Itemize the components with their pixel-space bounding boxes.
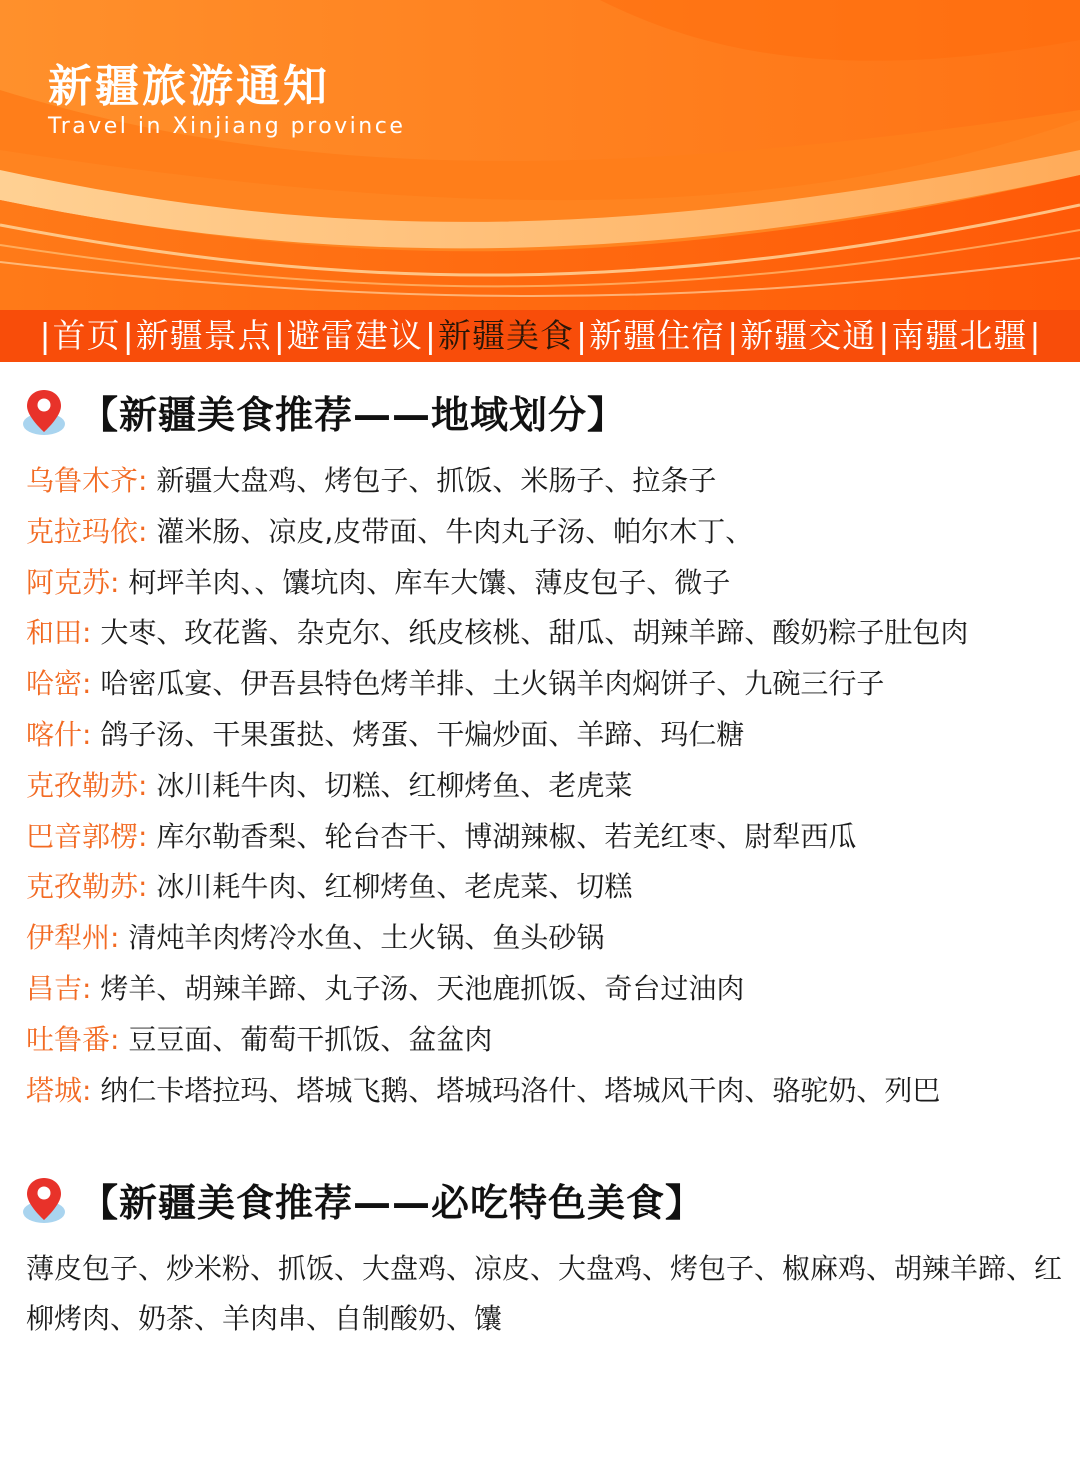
nav-bar — [0, 310, 1080, 362]
dish-list: 冰川耗牛肉、红柳烤鱼、老虎菜、切糕 — [156, 870, 633, 904]
must-eat-food-text: 薄皮包子、炒米粉、抓饭、大盘鸡、凉皮、大盘鸡、烤包子、椒麻鸡、胡辣羊蹄、红柳烤肉、奶茶、羊肉串、自制酸奶、馕 — [26, 1252, 1063, 1335]
section-title-must-eat: 【新疆美食推荐——必吃特色美食】 — [80, 1181, 705, 1225]
nav-separator: | — [424, 316, 436, 355]
nav-item-south-north[interactable]: 南疆北疆 — [891, 316, 1028, 355]
section-header-must-eat — [18, 1172, 704, 1227]
nav-separator: | — [39, 316, 51, 355]
list-item — [26, 761, 1066, 812]
region-label: 吐鲁番: — [26, 1022, 120, 1056]
list-item — [26, 659, 1066, 710]
nav-separator: | — [576, 316, 588, 355]
dish-list: 鸽子汤、干果蛋挞、烤蛋、干煸炒面、羊蹄、玛仁糖 — [100, 717, 745, 751]
list-item — [26, 964, 1066, 1015]
section-title-regions: 【新疆美食推荐——地域划分】 — [80, 393, 627, 437]
location-pin-icon — [18, 386, 70, 438]
nav-item-tips[interactable]: 避雷建议 — [286, 316, 423, 355]
list-item — [26, 608, 1066, 659]
list-item — [26, 710, 1066, 761]
banner-title: 新疆旅游通知 — [48, 61, 330, 112]
region-label: 阿克苏: — [26, 565, 120, 599]
header-banner — [0, 0, 1080, 310]
list-item — [26, 507, 1066, 558]
nav-separator: | — [727, 316, 739, 355]
region-label: 喀什: — [26, 717, 92, 751]
dish-list: 豆豆面、葡萄干抓饭、盆盆肉 — [128, 1022, 493, 1056]
list-item — [26, 1066, 1066, 1117]
region-label: 伊犁州: — [26, 921, 120, 955]
region-label: 克孜勒苏: — [26, 768, 148, 802]
dish-list: 清炖羊肉烤冷水鱼、土火锅、鱼头砂锅 — [128, 921, 605, 955]
region-label: 哈密: — [26, 667, 92, 701]
list-item — [26, 812, 1066, 863]
nav-item-food[interactable]: 新疆美食 — [438, 316, 574, 355]
dish-list: 冰川耗牛肉、切糕、红柳烤鱼、老虎菜 — [156, 768, 633, 802]
dish-list: 大枣、玫花酱、杂克尔、纸皮核桃、甜瓜、胡辣羊蹄、酸奶粽子肚包肉 — [100, 616, 969, 650]
dish-list: 哈密瓜宴、伊吾县特色烤羊排、土火锅羊肉焖饼子、九碗三行子 — [100, 667, 885, 701]
dish-list: 烤羊、胡辣羊蹄、丸子汤、天池鹿抓饭、奇台过油肉 — [100, 971, 745, 1005]
dish-list: 库尔勒香梨、轮台杏干、博湖辣椒、若羌红枣、尉犁西瓜 — [156, 819, 857, 853]
list-item — [26, 862, 1066, 913]
banner-wave-decoration — [0, 0, 1080, 310]
nav-separator: | — [1029, 316, 1041, 355]
dish-list: 灌米肠、凉皮,皮带面、牛肉丸子汤、帕尔木丁、 — [156, 514, 754, 548]
region-label: 昌吉: — [26, 971, 92, 1005]
regional-food-list — [26, 456, 1066, 1116]
banner-subtitle: Travel in Xinjiang province — [48, 114, 406, 139]
region-label: 和田: — [26, 616, 92, 650]
region-label: 巴音郭楞: — [26, 819, 148, 853]
list-item — [26, 558, 1066, 609]
region-label: 克孜勒苏: — [26, 870, 148, 904]
dish-list: 新疆大盘鸡、烤包子、抓饭、米肠子、拉条子 — [156, 464, 717, 497]
nav-separator: | — [878, 316, 890, 355]
list-item — [26, 1015, 1066, 1066]
nav-item-lodging[interactable]: 新疆住宿 — [589, 316, 726, 355]
dish-list: 柯坪羊肉、、馕坑肉、库车大馕、薄皮包子、微子 — [128, 565, 731, 599]
section-header-regions — [18, 384, 626, 439]
region-label: 塔城: — [26, 1073, 92, 1107]
nav-item-transport[interactable]: 新疆交通 — [740, 316, 877, 355]
list-item — [26, 456, 1066, 507]
nav-item-attractions[interactable]: 新疆景点 — [135, 316, 272, 355]
nav-item-home[interactable]: 首页 — [52, 316, 121, 355]
location-pin-icon — [18, 1174, 70, 1226]
dish-list: 纳仁卡塔拉玛、塔城飞鹅、塔城玛洛什、塔城风干肉、骆驼奶、列巴 — [100, 1073, 941, 1107]
region-label: 乌鲁木齐: — [26, 464, 148, 497]
list-item — [26, 913, 1066, 964]
nav-separator: | — [273, 316, 285, 355]
region-label: 克拉玛依: — [26, 514, 148, 548]
nav-separator: | — [122, 316, 134, 355]
